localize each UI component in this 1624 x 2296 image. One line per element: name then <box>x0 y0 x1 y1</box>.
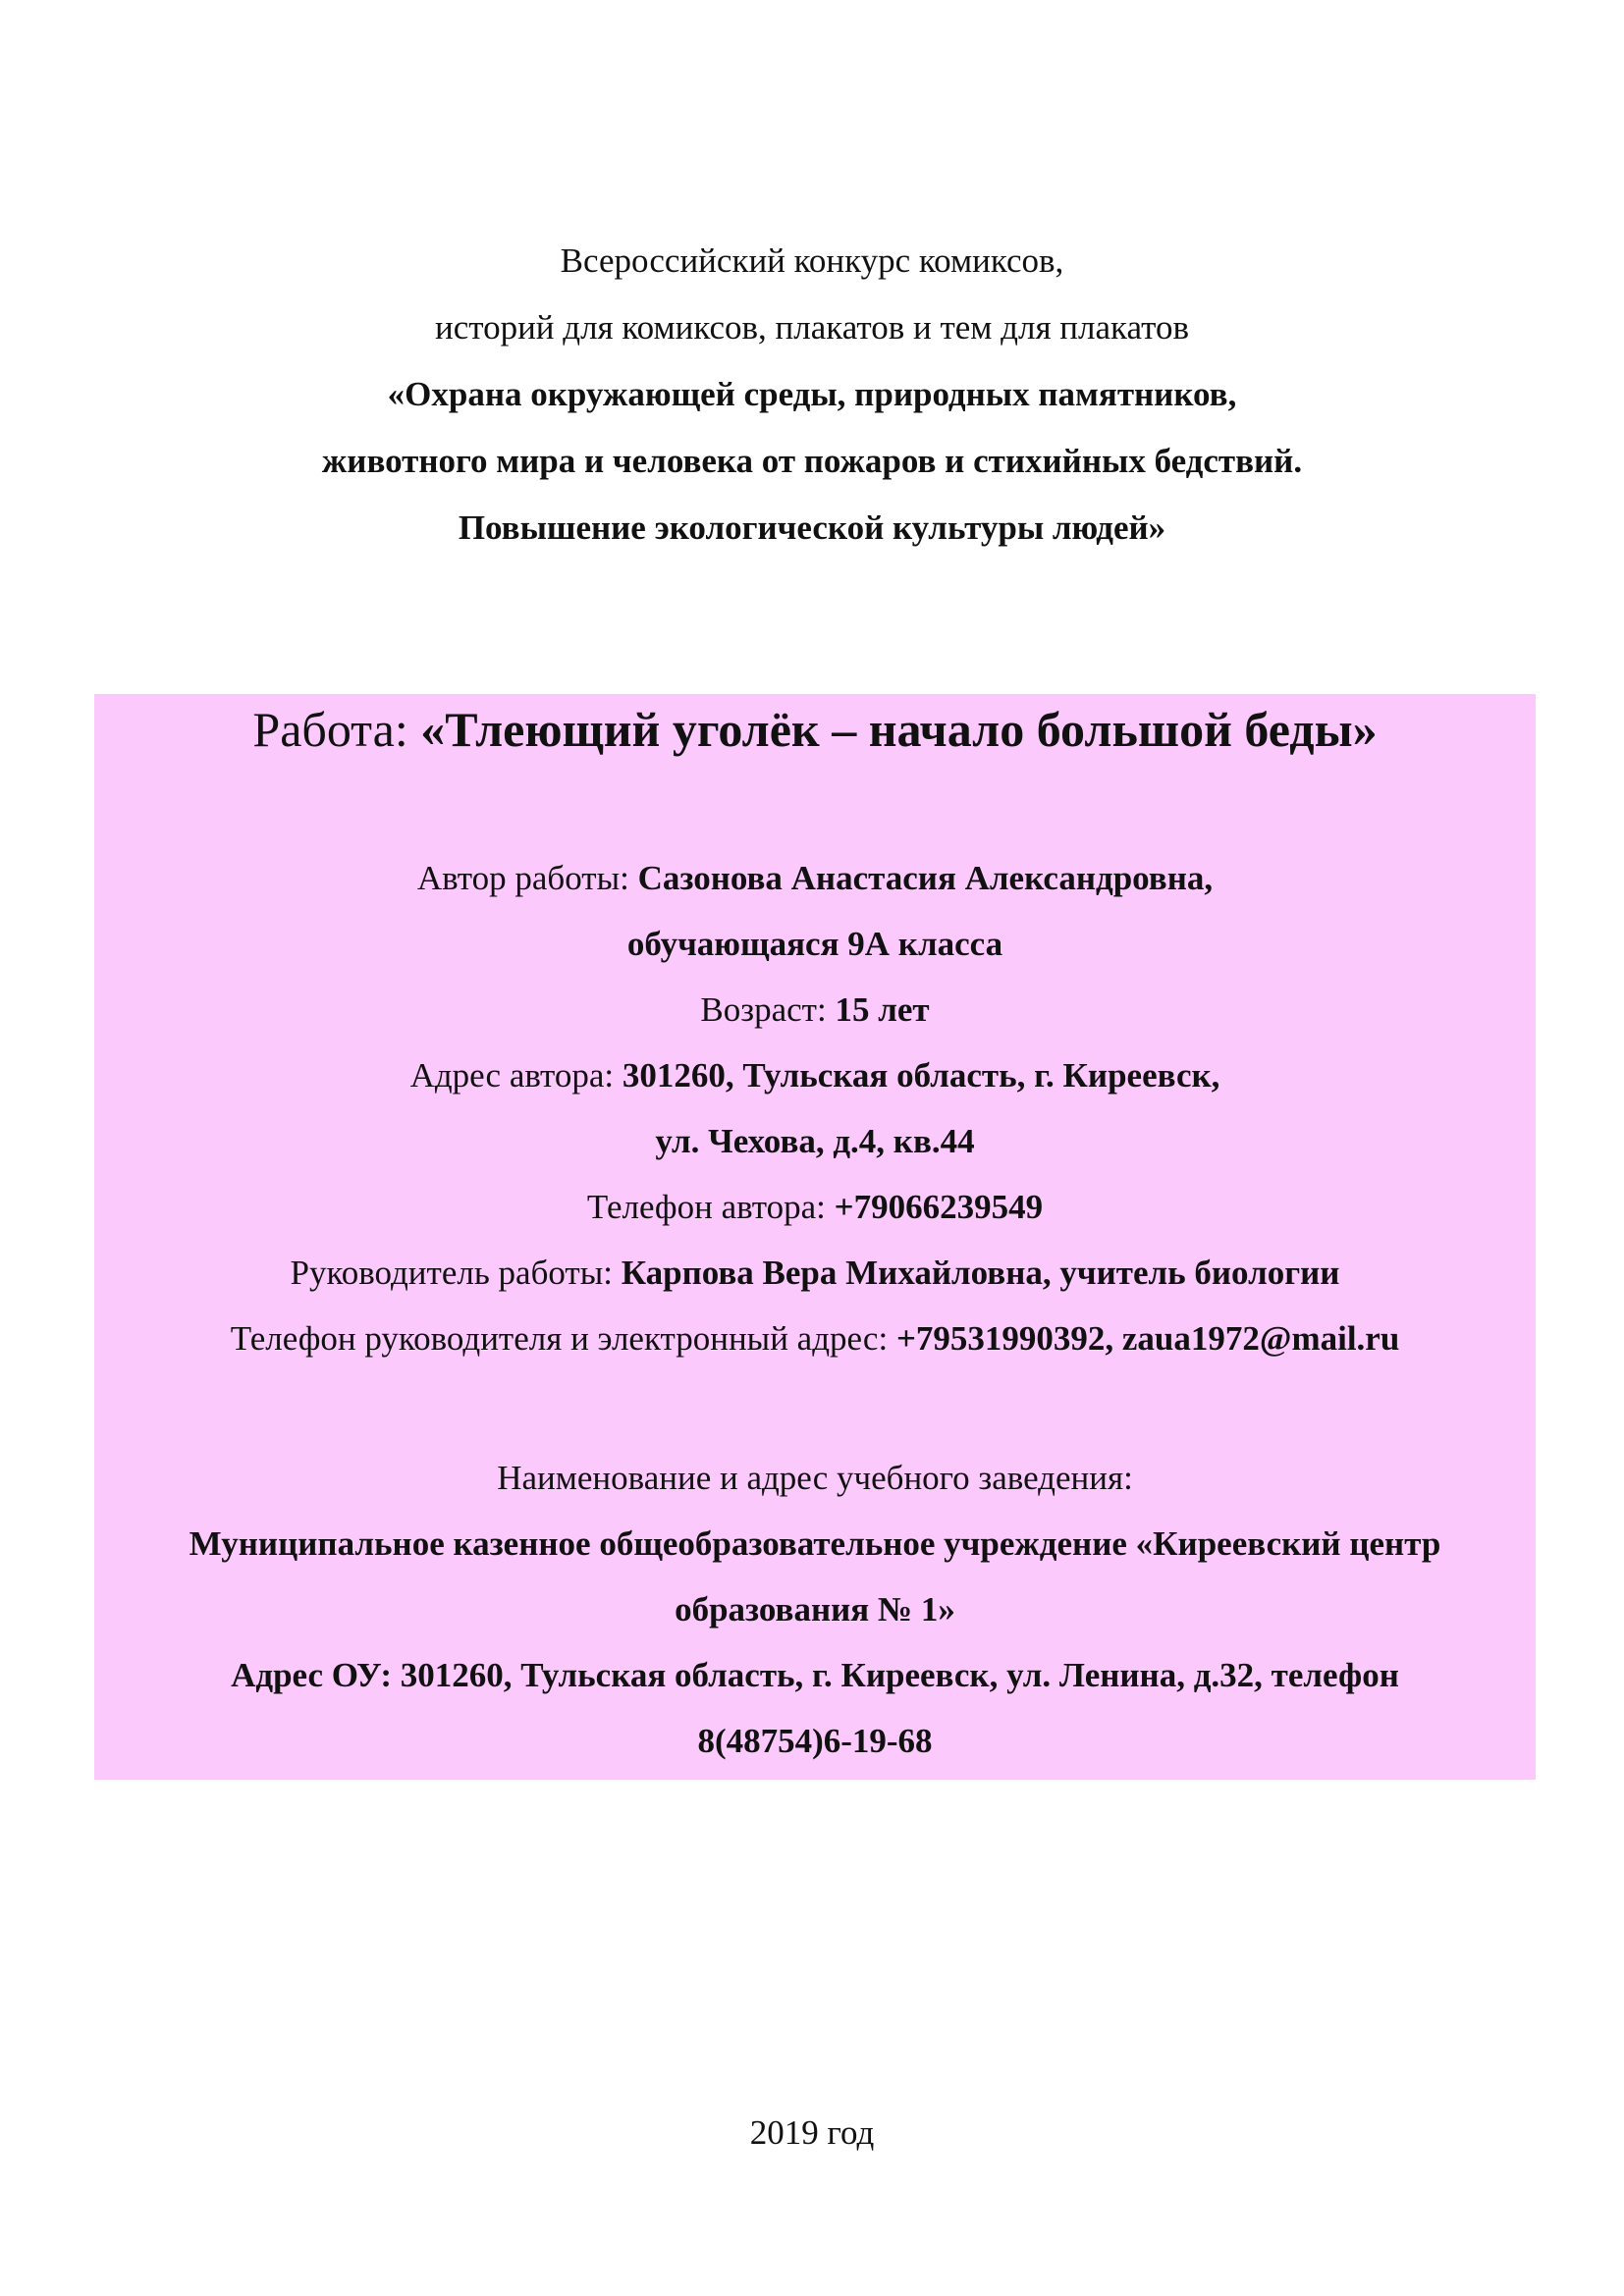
author-phone-label: Телефон автора: <box>586 1188 835 1226</box>
author-phone-value: +79066239549 <box>834 1188 1044 1226</box>
contest-header <box>0 228 1624 561</box>
contest-theme-line-2: животного мира и человека от пожаров и стихийных бедствий. <box>321 442 1303 480</box>
address-value: 301260, Тульская область, г. Киреевск, <box>622 1056 1220 1095</box>
author-label: Автор работы: <box>416 859 638 897</box>
school-phone: 8(48754)6-19-68 <box>697 1722 933 1760</box>
author-phone-row <box>94 1185 1536 1230</box>
school-name-cont: образования № 1» <box>675 1590 955 1629</box>
contest-theme-line-3: Повышение экологической культуры людей» <box>458 508 1166 547</box>
address-row <box>94 1053 1536 1098</box>
age-label: Возраст: <box>700 990 836 1029</box>
author-class: обучающаяся 9А класса <box>626 925 1003 963</box>
author-row <box>94 856 1536 901</box>
address-row-2 <box>94 1119 1536 1164</box>
school-label: Наименование и адрес учебного заведения: <box>497 1459 1133 1497</box>
address-label: Адрес автора: <box>409 1056 623 1095</box>
school-name-row <box>94 1522 1536 1567</box>
contest-theme-line-1: «Охрана окружающей среды, природных памятников, <box>387 375 1237 413</box>
submission-info-card <box>94 694 1536 1780</box>
school-address-row <box>94 1653 1536 1698</box>
work-title: «Тлеющий уголёк – начало большой беды» <box>420 702 1378 757</box>
contest-name-line-2: историй для комиксов, плакатов и тем для плакатов <box>434 308 1190 347</box>
work-title-row <box>94 699 1536 760</box>
contest-name-line-1: Всероссийский конкурс комиксов, <box>560 241 1064 280</box>
school-name: Муниципальное казенное общеобразовательное учреждение «Киреевский центр <box>189 1524 1441 1563</box>
supervisor-contact-row <box>94 1316 1536 1362</box>
address-value-street: ул. Чехова, д.4, кв.44 <box>655 1122 975 1160</box>
author-name: Сазонова Анастасия Александровна, <box>637 859 1214 897</box>
year-footer: 2019 год <box>749 2113 875 2152</box>
supervisor-contact-label: Телефон руководителя и электронный адрес: <box>230 1319 896 1358</box>
supervisor-value: Карпова Вера Михайловна, учитель биологии <box>621 1254 1340 1292</box>
supervisor-label: Руководитель работы: <box>290 1254 622 1292</box>
school-name-row-2 <box>94 1587 1536 1632</box>
school-address: Адрес ОУ: 301260, Тульская область, г. Киреевск, ул. Ленина, д.32, телефон <box>231 1656 1399 1694</box>
age-value: 15 лет <box>835 990 930 1029</box>
age-row <box>94 988 1536 1033</box>
supervisor-row <box>94 1251 1536 1296</box>
work-label: Работа: <box>252 702 421 757</box>
author-class-row <box>94 922 1536 967</box>
supervisor-contact-value: +79531990392, zaua1972@mail.ru <box>895 1319 1400 1358</box>
school-address-row-2 <box>94 1719 1536 1764</box>
school-label-row <box>94 1456 1536 1501</box>
